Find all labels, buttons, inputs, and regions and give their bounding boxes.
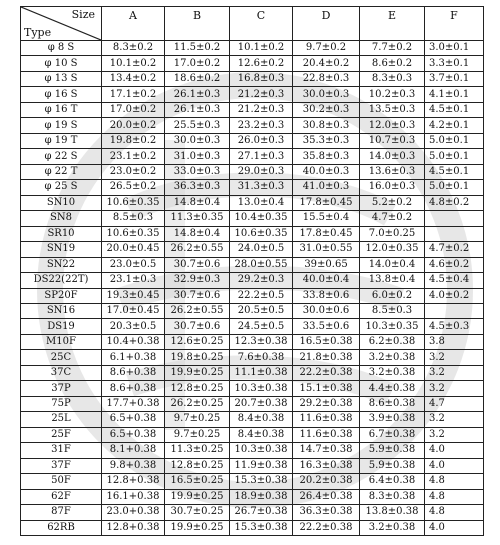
value-cell-a: 13.4±0.2 bbox=[102, 71, 165, 86]
value-cell-f: 3.8 bbox=[425, 334, 484, 349]
value-cell-c: 26.7±0.38 bbox=[230, 505, 293, 520]
column-header-e: E bbox=[360, 7, 425, 41]
value-cell-e: 13.6±0.3 bbox=[360, 164, 425, 179]
type-cell: 87F bbox=[21, 505, 102, 520]
value-cell-f bbox=[425, 226, 484, 241]
table-row bbox=[21, 489, 484, 504]
value-cell-e: 6.0±0.2 bbox=[360, 288, 425, 303]
value-cell-a: 8.3±0.2 bbox=[102, 41, 165, 56]
value-cell-d: 20.4±0.2 bbox=[293, 56, 360, 71]
column-header-f: F bbox=[425, 7, 484, 41]
value-cell-d: 41.0±0.3 bbox=[293, 180, 360, 195]
value-cell-a: 10.6±0.35 bbox=[102, 195, 165, 210]
value-cell-f: 3.3±0.1 bbox=[425, 56, 484, 71]
value-cell-b: 33.0±0.3 bbox=[165, 164, 230, 179]
value-cell-b: 19.9±0.25 bbox=[165, 520, 230, 535]
value-cell-a: 17.7+0.38 bbox=[102, 396, 165, 411]
size-label: Size bbox=[71, 8, 95, 21]
value-cell-f: 3.2 bbox=[425, 365, 484, 380]
value-cell-b: 12.6±0.25 bbox=[165, 334, 230, 349]
table-row bbox=[21, 41, 484, 56]
table-row bbox=[21, 381, 484, 396]
value-cell-d: 17.8±0.45 bbox=[293, 226, 360, 241]
value-cell-e: 13.5±0.3 bbox=[360, 102, 425, 117]
value-cell-d: 30.0±0.6 bbox=[293, 303, 360, 318]
value-cell-c: 23.2±0.3 bbox=[230, 118, 293, 133]
value-cell-e: 5.9±0.38 bbox=[360, 458, 425, 473]
value-cell-b: 19.9±0.25 bbox=[165, 489, 230, 504]
type-cell: 62F bbox=[21, 489, 102, 504]
type-cell: φ 25 S bbox=[21, 180, 102, 195]
value-cell-e: 12.0±0.35 bbox=[360, 242, 425, 257]
table-row bbox=[21, 149, 484, 164]
value-cell-d: 22.8±0.3 bbox=[293, 71, 360, 86]
type-cell: SR10 bbox=[21, 226, 102, 241]
value-cell-d: 35.3±0.3 bbox=[293, 133, 360, 148]
value-cell-e: 8.3±0.3 bbox=[360, 71, 425, 86]
value-cell-f: 5.0±0.1 bbox=[425, 149, 484, 164]
type-cell: 62RB bbox=[21, 520, 102, 535]
value-cell-d: 31.0±0.55 bbox=[293, 242, 360, 257]
value-cell-c: 13.0±0.4 bbox=[230, 195, 293, 210]
type-cell: 25L bbox=[21, 412, 102, 427]
value-cell-f: 3.7±0.1 bbox=[425, 71, 484, 86]
value-cell-f: 4.1±0.1 bbox=[425, 87, 484, 102]
table-row bbox=[21, 211, 484, 226]
value-cell-c: 8.4±0.38 bbox=[230, 427, 293, 442]
value-cell-d: 30.0±0.3 bbox=[293, 87, 360, 102]
value-cell-c: 20.5±0.5 bbox=[230, 303, 293, 318]
value-cell-e: 3.2±0.38 bbox=[360, 350, 425, 365]
type-cell: φ 13 S bbox=[21, 71, 102, 86]
value-cell-c: 11.1±0.38 bbox=[230, 365, 293, 380]
value-cell-b: 14.8±0.4 bbox=[165, 226, 230, 241]
value-cell-a: 20.0±0.2 bbox=[102, 118, 165, 133]
value-cell-c: 12.6±0.2 bbox=[230, 56, 293, 71]
value-cell-a: 12.8+0.38 bbox=[102, 520, 165, 535]
value-cell-a: 8.5±0.3 bbox=[102, 211, 165, 226]
type-cell: SN8 bbox=[21, 211, 102, 226]
value-cell-c: 21.2±0.3 bbox=[230, 87, 293, 102]
value-cell-e: 4.7±0.2 bbox=[360, 211, 425, 226]
value-cell-b: 26.2±0.55 bbox=[165, 303, 230, 318]
value-cell-d: 29.2±0.38 bbox=[293, 396, 360, 411]
value-cell-d: 39±0.65 bbox=[293, 257, 360, 272]
value-cell-f: 4.8 bbox=[425, 474, 484, 489]
value-cell-c: 31.3±0.3 bbox=[230, 180, 293, 195]
type-cell: 25C bbox=[21, 350, 102, 365]
value-cell-b: 30.7±0.6 bbox=[165, 288, 230, 303]
value-cell-e: 8.3±0.38 bbox=[360, 489, 425, 504]
value-cell-f: 4.8 bbox=[425, 489, 484, 504]
table-row bbox=[21, 365, 484, 380]
column-header-c: C bbox=[230, 7, 293, 41]
value-cell-d: 30.2±0.3 bbox=[293, 102, 360, 117]
type-cell: 37C bbox=[21, 365, 102, 380]
value-cell-d: 26.4±0.38 bbox=[293, 489, 360, 504]
table-row bbox=[21, 180, 484, 195]
value-cell-a: 10.6±0.35 bbox=[102, 226, 165, 241]
value-cell-c: 8.4±0.38 bbox=[230, 412, 293, 427]
value-cell-a: 10.4+0.38 bbox=[102, 334, 165, 349]
table-row bbox=[21, 56, 484, 71]
type-cell: φ 16 T bbox=[21, 102, 102, 117]
table-row bbox=[21, 133, 484, 148]
table-row bbox=[21, 458, 484, 473]
value-cell-d: 40.0±0.4 bbox=[293, 273, 360, 288]
value-cell-f: 3.2 bbox=[425, 350, 484, 365]
type-cell: SN19 bbox=[21, 242, 102, 257]
value-cell-a: 9.8+0.38 bbox=[102, 458, 165, 473]
value-cell-d: 11.6±0.38 bbox=[293, 427, 360, 442]
table-row bbox=[21, 474, 484, 489]
type-cell: DS19 bbox=[21, 319, 102, 334]
table-row bbox=[21, 319, 484, 334]
value-cell-c: 27.1±0.3 bbox=[230, 149, 293, 164]
value-cell-a: 23.1±0.3 bbox=[102, 273, 165, 288]
table-row bbox=[21, 226, 484, 241]
value-cell-f: 3.0±0.1 bbox=[425, 41, 484, 56]
value-cell-b: 18.6±0.2 bbox=[165, 71, 230, 86]
value-cell-a: 6.5+0.38 bbox=[102, 427, 165, 442]
type-cell: 37P bbox=[21, 381, 102, 396]
value-cell-b: 11.3±0.35 bbox=[165, 211, 230, 226]
value-cell-d: 22.2±0.38 bbox=[293, 520, 360, 535]
type-cell: 50F bbox=[21, 474, 102, 489]
value-cell-f: 4.0±0.2 bbox=[425, 288, 484, 303]
value-cell-f: 3.2 bbox=[425, 427, 484, 442]
table-row bbox=[21, 257, 484, 272]
type-cell: SN10 bbox=[21, 195, 102, 210]
value-cell-a: 12.8+0.38 bbox=[102, 474, 165, 489]
value-cell-a: 19.3±0.45 bbox=[102, 288, 165, 303]
table-row bbox=[21, 350, 484, 365]
value-cell-b: 32.9±0.3 bbox=[165, 273, 230, 288]
value-cell-c: 21.2±0.3 bbox=[230, 102, 293, 117]
type-cell: φ 19 S bbox=[21, 118, 102, 133]
header-row bbox=[21, 7, 484, 41]
value-cell-b: 9.7±0.25 bbox=[165, 427, 230, 442]
type-cell: 75P bbox=[21, 396, 102, 411]
value-cell-e: 3.2±0.38 bbox=[360, 365, 425, 380]
value-cell-a: 23.0±0.5 bbox=[102, 257, 165, 272]
table-row bbox=[21, 303, 484, 318]
value-cell-c: 29.0±0.3 bbox=[230, 164, 293, 179]
value-cell-c: 29.2±0.3 bbox=[230, 273, 293, 288]
value-cell-c: 15.3±0.38 bbox=[230, 520, 293, 535]
type-cell: SN16 bbox=[21, 303, 102, 318]
table-row bbox=[21, 102, 484, 117]
value-cell-b: 30.7±0.6 bbox=[165, 257, 230, 272]
value-cell-b: 26.2±0.25 bbox=[165, 396, 230, 411]
value-cell-d: 21.8±0.38 bbox=[293, 350, 360, 365]
value-cell-f: 3.2 bbox=[425, 412, 484, 427]
value-cell-c: 28.0±0.55 bbox=[230, 257, 293, 272]
value-cell-d: 15.5±0.4 bbox=[293, 211, 360, 226]
value-cell-b: 30.7±0.6 bbox=[165, 319, 230, 334]
value-cell-d: 9.7±0.2 bbox=[293, 41, 360, 56]
value-cell-e: 3.9±0.38 bbox=[360, 412, 425, 427]
value-cell-e: 7.7±0.2 bbox=[360, 41, 425, 56]
value-cell-c: 10.4±0.35 bbox=[230, 211, 293, 226]
corner-header-cell bbox=[21, 7, 102, 41]
value-cell-e: 3.2±0.38 bbox=[360, 520, 425, 535]
column-header-a: A bbox=[102, 7, 165, 41]
type-cell: DS22(22T) bbox=[21, 273, 102, 288]
value-cell-d: 15.1±0.38 bbox=[293, 381, 360, 396]
table-row bbox=[21, 443, 484, 458]
value-cell-b: 14.8±0.4 bbox=[165, 195, 230, 210]
type-label: Type bbox=[24, 26, 52, 39]
value-cell-f: 5.0±0.1 bbox=[425, 180, 484, 195]
value-cell-d: 14.7±0.38 bbox=[293, 443, 360, 458]
value-cell-f: 4.0 bbox=[425, 443, 484, 458]
value-cell-c: 12.3±0.38 bbox=[230, 334, 293, 349]
type-cell: φ 10 S bbox=[21, 56, 102, 71]
value-cell-c: 18.9±0.38 bbox=[230, 489, 293, 504]
value-cell-a: 8.6+0.38 bbox=[102, 365, 165, 380]
value-cell-e: 7.0±0.25 bbox=[360, 226, 425, 241]
value-cell-d: 11.6±0.38 bbox=[293, 412, 360, 427]
value-cell-f: 4.8±0.2 bbox=[425, 195, 484, 210]
value-cell-a: 19.8±0.2 bbox=[102, 133, 165, 148]
dimension-table bbox=[20, 6, 484, 536]
value-cell-c: 20.7±0.38 bbox=[230, 396, 293, 411]
table-row bbox=[21, 412, 484, 427]
value-cell-d: 20.2±0.38 bbox=[293, 474, 360, 489]
value-cell-a: 17.0±0.45 bbox=[102, 303, 165, 318]
type-cell: 25F bbox=[21, 427, 102, 442]
value-cell-a: 23.0±0.2 bbox=[102, 164, 165, 179]
value-cell-f: 4.8 bbox=[425, 505, 484, 520]
value-cell-a: 23.0+0.38 bbox=[102, 505, 165, 520]
value-cell-b: 30.7±0.25 bbox=[165, 505, 230, 520]
type-cell: φ 19 T bbox=[21, 133, 102, 148]
table-row bbox=[21, 273, 484, 288]
value-cell-b: 36.3±0.3 bbox=[165, 180, 230, 195]
type-cell: φ 22 T bbox=[21, 164, 102, 179]
value-cell-c: 10.1±0.2 bbox=[230, 41, 293, 56]
value-cell-d: 16.5±0.38 bbox=[293, 334, 360, 349]
value-cell-f: 4.0 bbox=[425, 520, 484, 535]
value-cell-b: 19.8±0.25 bbox=[165, 350, 230, 365]
type-cell: φ 8 S bbox=[21, 41, 102, 56]
value-cell-c: 24.5±0.5 bbox=[230, 319, 293, 334]
type-cell: φ 16 S bbox=[21, 87, 102, 102]
value-cell-e: 14.0±0.4 bbox=[360, 257, 425, 272]
value-cell-b: 25.5±0.3 bbox=[165, 118, 230, 133]
table-row bbox=[21, 396, 484, 411]
type-cell: SP20F bbox=[21, 288, 102, 303]
value-cell-f: 4.5±0.1 bbox=[425, 164, 484, 179]
value-cell-c: 10.3±0.38 bbox=[230, 381, 293, 396]
value-cell-e: 16.0±0.3 bbox=[360, 180, 425, 195]
value-cell-e: 14.0±0.3 bbox=[360, 149, 425, 164]
value-cell-b: 11.5±0.2 bbox=[165, 41, 230, 56]
type-cell: SN22 bbox=[21, 257, 102, 272]
value-cell-f: 5.0±0.1 bbox=[425, 133, 484, 148]
value-cell-e: 13.8±0.4 bbox=[360, 273, 425, 288]
value-cell-a: 17.1±0.2 bbox=[102, 87, 165, 102]
value-cell-d: 30.8±0.3 bbox=[293, 118, 360, 133]
value-cell-f: 4.2±0.1 bbox=[425, 118, 484, 133]
table-row bbox=[21, 427, 484, 442]
value-cell-e: 5.2±0.2 bbox=[360, 195, 425, 210]
value-cell-c: 24.0±0.5 bbox=[230, 242, 293, 257]
value-cell-e: 8.6±0.2 bbox=[360, 56, 425, 71]
value-cell-b: 30.0±0.3 bbox=[165, 133, 230, 148]
column-header-d: D bbox=[293, 7, 360, 41]
table-row bbox=[21, 242, 484, 257]
type-cell: 37F bbox=[21, 458, 102, 473]
value-cell-e: 6.2±0.38 bbox=[360, 334, 425, 349]
table-row bbox=[21, 288, 484, 303]
value-cell-f bbox=[425, 303, 484, 318]
value-cell-e: 6.4±0.38 bbox=[360, 474, 425, 489]
value-cell-f: 4.5±0.1 bbox=[425, 102, 484, 117]
value-cell-b: 26.1±0.3 bbox=[165, 102, 230, 117]
value-cell-a: 20.3±0.5 bbox=[102, 319, 165, 334]
table-row bbox=[21, 195, 484, 210]
table-row bbox=[21, 71, 484, 86]
value-cell-a: 23.1±0.2 bbox=[102, 149, 165, 164]
type-cell: 31F bbox=[21, 443, 102, 458]
value-cell-c: 15.3±0.38 bbox=[230, 474, 293, 489]
value-cell-c: 16.8±0.3 bbox=[230, 71, 293, 86]
value-cell-c: 7.6±0.38 bbox=[230, 350, 293, 365]
table-body bbox=[21, 41, 484, 536]
value-cell-f bbox=[425, 211, 484, 226]
value-cell-d: 17.8±0.45 bbox=[293, 195, 360, 210]
value-cell-c: 11.9±0.38 bbox=[230, 458, 293, 473]
value-cell-a: 6.5+0.38 bbox=[102, 412, 165, 427]
value-cell-b: 12.8±0.25 bbox=[165, 381, 230, 396]
value-cell-f: 4.5±0.3 bbox=[425, 319, 484, 334]
table-row bbox=[21, 334, 484, 349]
value-cell-e: 13.8±0.38 bbox=[360, 505, 425, 520]
value-cell-e: 4.4±0.38 bbox=[360, 381, 425, 396]
value-cell-e: 5.9±0.38 bbox=[360, 443, 425, 458]
value-cell-d: 33.8±0.6 bbox=[293, 288, 360, 303]
value-cell-d: 16.3±0.38 bbox=[293, 458, 360, 473]
value-cell-f: 4.7±0.2 bbox=[425, 242, 484, 257]
value-cell-e: 8.5±0.3 bbox=[360, 303, 425, 318]
value-cell-a: 10.1±0.2 bbox=[102, 56, 165, 71]
table-row bbox=[21, 505, 484, 520]
value-cell-e: 10.3±0.35 bbox=[360, 319, 425, 334]
value-cell-d: 22.2±0.38 bbox=[293, 365, 360, 380]
value-cell-d: 40.0±0.3 bbox=[293, 164, 360, 179]
value-cell-f: 4.7 bbox=[425, 396, 484, 411]
value-cell-a: 17.0±0.2 bbox=[102, 102, 165, 117]
value-cell-b: 16.5±0.25 bbox=[165, 474, 230, 489]
value-cell-b: 12.8±0.25 bbox=[165, 458, 230, 473]
value-cell-b: 19.9±0.25 bbox=[165, 365, 230, 380]
value-cell-e: 10.7±0.3 bbox=[360, 133, 425, 148]
value-cell-c: 10.3±0.38 bbox=[230, 443, 293, 458]
value-cell-f: 3.2 bbox=[425, 381, 484, 396]
table-row bbox=[21, 87, 484, 102]
value-cell-c: 26.0±0.3 bbox=[230, 133, 293, 148]
value-cell-b: 26.1±0.3 bbox=[165, 87, 230, 102]
value-cell-e: 8.6±0.38 bbox=[360, 396, 425, 411]
value-cell-e: 12.0±0.3 bbox=[360, 118, 425, 133]
value-cell-c: 10.6±0.35 bbox=[230, 226, 293, 241]
value-cell-e: 10.2±0.3 bbox=[360, 87, 425, 102]
value-cell-a: 16.1+0.38 bbox=[102, 489, 165, 504]
type-cell: φ 22 S bbox=[21, 149, 102, 164]
value-cell-f: 4.0 bbox=[425, 458, 484, 473]
value-cell-b: 11.3±0.25 bbox=[165, 443, 230, 458]
value-cell-a: 26.5±0.2 bbox=[102, 180, 165, 195]
column-header-b: B bbox=[165, 7, 230, 41]
value-cell-b: 31.0±0.3 bbox=[165, 149, 230, 164]
value-cell-e: 6.7±0.38 bbox=[360, 427, 425, 442]
value-cell-a: 6.1+0.38 bbox=[102, 350, 165, 365]
value-cell-d: 35.8±0.3 bbox=[293, 149, 360, 164]
value-cell-f: 4.6±0.2 bbox=[425, 257, 484, 272]
value-cell-b: 26.2±0.55 bbox=[165, 242, 230, 257]
value-cell-b: 17.0±0.2 bbox=[165, 56, 230, 71]
value-cell-c: 22.2±0.5 bbox=[230, 288, 293, 303]
value-cell-d: 36.3±0.38 bbox=[293, 505, 360, 520]
table-row bbox=[21, 118, 484, 133]
type-cell: M10F bbox=[21, 334, 102, 349]
value-cell-a: 20.0±0.45 bbox=[102, 242, 165, 257]
table-row bbox=[21, 520, 484, 535]
value-cell-b: 9.7±0.25 bbox=[165, 412, 230, 427]
table-row bbox=[21, 164, 484, 179]
value-cell-a: 8.6+0.38 bbox=[102, 381, 165, 396]
value-cell-d: 33.5±0.6 bbox=[293, 319, 360, 334]
value-cell-f: 4.5±0.4 bbox=[425, 273, 484, 288]
value-cell-a: 8.1+0.38 bbox=[102, 443, 165, 458]
